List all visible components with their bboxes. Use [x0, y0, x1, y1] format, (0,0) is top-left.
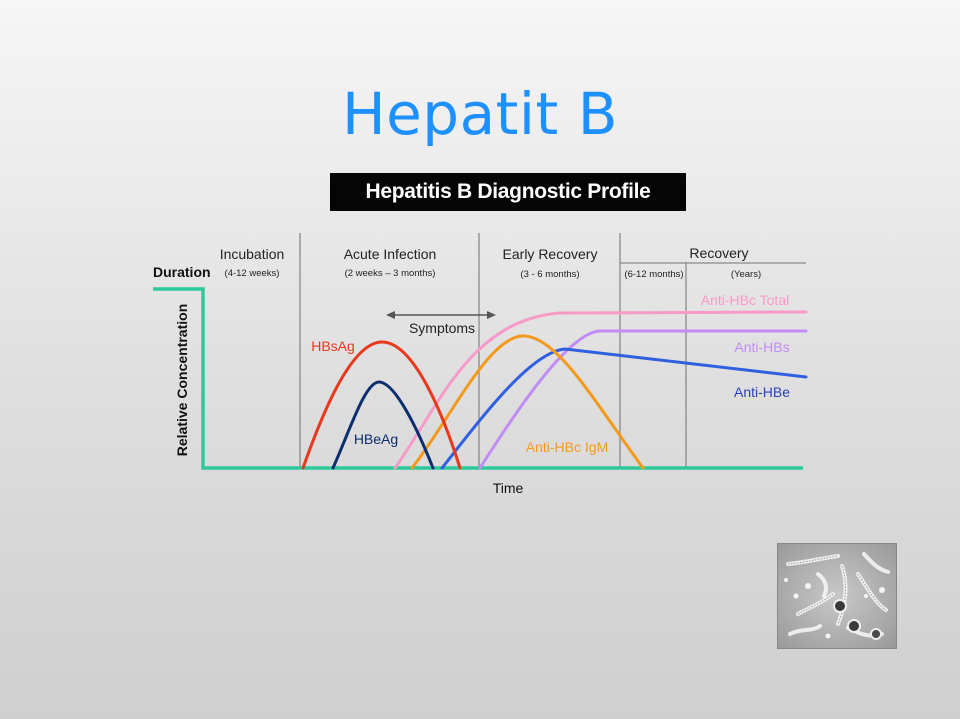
micrograph-drawing: [778, 544, 896, 648]
duration-label: Duration: [153, 264, 211, 280]
slide-title: Hepatit B: [342, 80, 618, 148]
hbeag-label: HBeAg: [353, 431, 399, 447]
phase-incubation-name: Incubation: [219, 246, 285, 262]
anti-hbe-curve: [442, 349, 806, 468]
hbsag-curve: [303, 342, 460, 468]
phase-recovery-range: (Years): [730, 269, 762, 280]
anti-hbc-total-label: Anti-HBc Total: [700, 292, 790, 308]
y-axis-label: Relative Concentration: [174, 303, 190, 457]
anti-hbs-label: Anti-HBs: [734, 339, 790, 355]
phase-recovery-name: Recovery: [689, 245, 749, 261]
chart-axes: [153, 289, 803, 468]
phase-incubation-range: (4-12 weeks): [224, 268, 280, 279]
anti-hbe-label: Anti-HBe: [733, 384, 791, 400]
hbsag-label: HBsAg: [311, 338, 355, 354]
diagnostic-profile-banner: Hepatitis B Diagnostic Profile: [330, 173, 686, 211]
symptoms-label: Symptoms: [408, 320, 476, 336]
anti-hbc-igm-label: Anti-HBc IgM: [525, 439, 609, 455]
x-axis-label: Time: [492, 480, 524, 496]
phase-late-recovery-range: (6-12 months): [624, 269, 684, 280]
phase-early-recovery-range: (3 - 6 months): [520, 269, 580, 280]
phase-acute-range: (2 weeks – 3 months): [344, 268, 436, 279]
phase-early-recovery-name: Early Recovery: [502, 246, 598, 262]
hbeag-curve: [333, 382, 433, 468]
virus-micrograph-image: [777, 543, 897, 649]
phase-acute-name: Acute Infection: [343, 246, 437, 262]
